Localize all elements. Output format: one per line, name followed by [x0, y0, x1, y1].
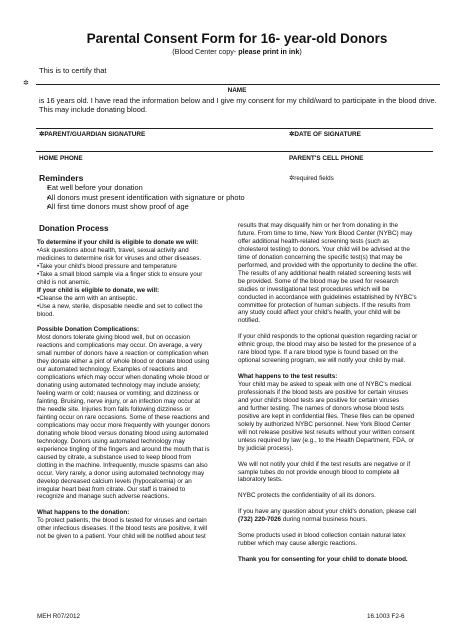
cell-phone-label: PARENT'S CELL PHONE: [289, 155, 364, 162]
text-line: rubber which may cause allergic reactions.: [238, 540, 357, 548]
text-line: feeling warm or cold; nausea or vomiting; and dizziness or: [37, 390, 200, 398]
text-line: cholesterol testing) to donors. Your child will be advised at the: [238, 245, 410, 253]
list-item: • Eat well before your donation: [47, 183, 245, 193]
date-signature-label: ✲DATE OF SIGNATURE: [289, 131, 361, 138]
donation-process-heading: Donation Process: [39, 224, 109, 233]
text-line: To determine if your child is eligible to donate we will:: [37, 239, 199, 246]
text-line: develop decreased calcium levels (hypocalcemia) or an: [37, 477, 192, 485]
consent-paragraph: is 16 years old. I have read the information below and I give my consent for my child/ward to participate in the blood drive. This may include donating blood.: [39, 96, 437, 115]
text-line: future. From time to time, New York Blood Center (NYBC) may: [238, 229, 413, 237]
text-line: [37, 319, 237, 327]
text-line: [238, 484, 453, 492]
text-line: [238, 453, 453, 461]
text-line: •Ask questions about health, travel, sexual activity and: [37, 246, 189, 254]
footer-left-code: MEH R07/2012: [37, 613, 81, 620]
text-line: •Cleanse the arm with an antiseptic.: [37, 294, 138, 302]
reminders-heading: Reminders: [39, 173, 84, 183]
text-line: What happens to the donation:: [37, 509, 130, 517]
text-line: clotting in the machine. Infrequently, muscle spasms can also: [37, 461, 208, 469]
certify-text: This is to certify that: [39, 66, 107, 75]
text-line: [238, 524, 453, 532]
text-line: We will not notify your child if the test results are negative or if: [238, 460, 411, 468]
name-label: NAME: [227, 87, 247, 94]
name-line[interactable]: [36, 84, 440, 85]
signature-line[interactable]: [36, 128, 433, 129]
text-line: laboratory tests.: [238, 476, 283, 484]
text-line: If your child is eligible to donate, we will:: [37, 286, 160, 294]
text-line: positive are kept in confidential files. These files can be opened: [238, 412, 415, 420]
text-line: The results of any additional health related screening tests will: [238, 269, 412, 277]
text-line: Most donors tolerate giving blood well, but on occasion: [37, 334, 190, 342]
text-line: •Take your child's blood pressure and temperature: [37, 262, 177, 270]
required-star-marker: ✲: [23, 80, 29, 87]
text-line: recognize and manage such adverse reactions.: [37, 493, 170, 501]
text-line: Some products used in blood collection contain natural latex: [238, 532, 406, 540]
text-line: What happens to the test results:: [238, 373, 338, 381]
footer-right-code: 16.1003 F2-6: [367, 613, 405, 620]
left-column: [37, 239, 237, 541]
text-line: occur. Very rarely, a donor using automated technology may: [37, 469, 205, 477]
text-line: (732) 220-7026 during normal business hours.: [238, 516, 368, 524]
text-line: If you have any question about your child's donation, please call: [238, 508, 416, 516]
text-line: and your child's blood tests are positive for certain viruses: [238, 396, 400, 404]
text-line: by judicial process).: [238, 444, 294, 452]
text-line: time of donation concerning the specific test(s) that may be: [238, 253, 403, 261]
text-line: child is not anemic.: [37, 278, 91, 286]
list-item: • All donors must present identification with signature or photo: [47, 193, 245, 203]
text-line: fainting occur on rare occasions. Some of these reactions and: [37, 413, 210, 421]
home-phone-label: HOME PHONE: [39, 155, 83, 162]
text-line: unless required by law (e.g., to the Health Department, FDA, or: [238, 436, 415, 444]
text-line: irregular heart beat from citrate. Our staff is trained to: [37, 485, 186, 493]
text-line: optional screening program, we will notify your child by mail.: [238, 357, 406, 365]
parent-signature-label: ✲PARENT/GUARDIAN SIGNATURE: [39, 131, 146, 138]
text-line: performed, and provided with the opportunity to decline the offer.: [238, 261, 418, 269]
form-subtitle: (Blood Center copy- please print in ink): [172, 47, 302, 56]
text-line: complications which may occur when donating whole blood or: [37, 374, 210, 382]
reminders-list: [37, 183, 245, 212]
text-line: Your child may be asked to speak with one of NYBC's medical: [238, 381, 412, 389]
text-line: [238, 548, 453, 556]
required-fields-note: ✲required fields: [289, 175, 334, 182]
text-line: offer additional health-related screening tests (such as: [238, 237, 390, 245]
phone-line[interactable]: [36, 151, 433, 152]
text-line: professionals if the blood tests are positive for certain viruses: [238, 388, 409, 396]
text-line: rare blood type. If a rare blood type is found based on the: [238, 349, 398, 357]
text-line: results that may disqualify him or her from donating in the: [238, 222, 398, 229]
text-line: donating using automated technology may include anxiety;: [37, 382, 201, 390]
text-line: they donate either a pint of whole blood or donate blood using: [37, 358, 210, 366]
text-line: donating whole blood versus donating blood using automated: [37, 429, 209, 437]
text-line: Possible Donation Complications:: [37, 326, 140, 334]
text-line: [37, 501, 237, 509]
text-line: [238, 325, 453, 333]
text-line: will not release positive test results without your written consent: [238, 428, 415, 436]
text-line: be provided. Some of the blood may be used for research: [238, 277, 399, 285]
text-line: and further testing. The names of donors whose blood tests: [238, 404, 404, 412]
form-title: Parental Consent Form for 16- year-old Donors: [86, 31, 388, 46]
text-line: reactions and complications may occur. On average, a very: [37, 342, 203, 350]
text-line: any study could affect your child's health, your child will be: [238, 309, 401, 317]
text-line: not be given to a patient. Your child will be notified about test: [37, 533, 206, 541]
text-line: To protect patients, the blood is tested for viruses and certain: [37, 517, 207, 525]
text-line: fainting. Bruising, nerve injury, or an infection may occur at: [37, 398, 200, 406]
text-line: complications may occur more frequently with younger donors: [37, 421, 210, 429]
text-line: other infectious diseases. If the blood tests are positive, it will: [37, 525, 208, 533]
text-line: sample tubes do not provide enough blood to complete all: [238, 468, 400, 476]
text-line: the needle site. Injuries from falls following dizziness or: [37, 406, 191, 413]
text-line: small number of donors have a reaction or complication when: [37, 350, 209, 358]
text-line: If your child responds to the optional question regarding racial or: [238, 333, 418, 341]
text-line: medicines to determine risk for viruses and other diseases.: [37, 254, 202, 262]
text-line: our automated technology. Examples of reactions and: [37, 366, 188, 374]
text-line: conducted in accordance with guidelines established by NYBC's: [238, 293, 417, 301]
text-line: notified.: [238, 317, 261, 325]
text-line: solely by authorized NYBC personnel. New York Blood Center: [238, 420, 411, 428]
list-item: • All first time donors must show proof of age: [47, 202, 245, 212]
text-line: experience tingling of the fingers and around the mouth that is: [37, 445, 210, 453]
text-line: [238, 365, 453, 373]
text-line: blood.: [37, 310, 55, 318]
text-line: [238, 500, 453, 508]
text-line: •Take a small blood sample via a finger stick to ensure your: [37, 270, 203, 278]
text-line: committee for protection of human subjects. If the results from: [238, 301, 411, 309]
text-line: •Use a new, sterile, disposable needle and set to collect the: [37, 302, 203, 310]
text-line: caused by citrate, a substance used to keep blood from: [37, 453, 192, 461]
text-line: NYBC protects the confidentiality of all its donors.: [238, 492, 376, 500]
text-line: technology. Donors using automated technology may: [37, 437, 185, 445]
text-line: ethnic group, the blood may also be tested for the presence of a: [238, 341, 417, 349]
text-line: Thank you for consenting for your child to donate blood.: [238, 555, 408, 563]
text-line: studies or investigational test procedures which will be: [238, 285, 390, 293]
right-column: [238, 222, 453, 564]
